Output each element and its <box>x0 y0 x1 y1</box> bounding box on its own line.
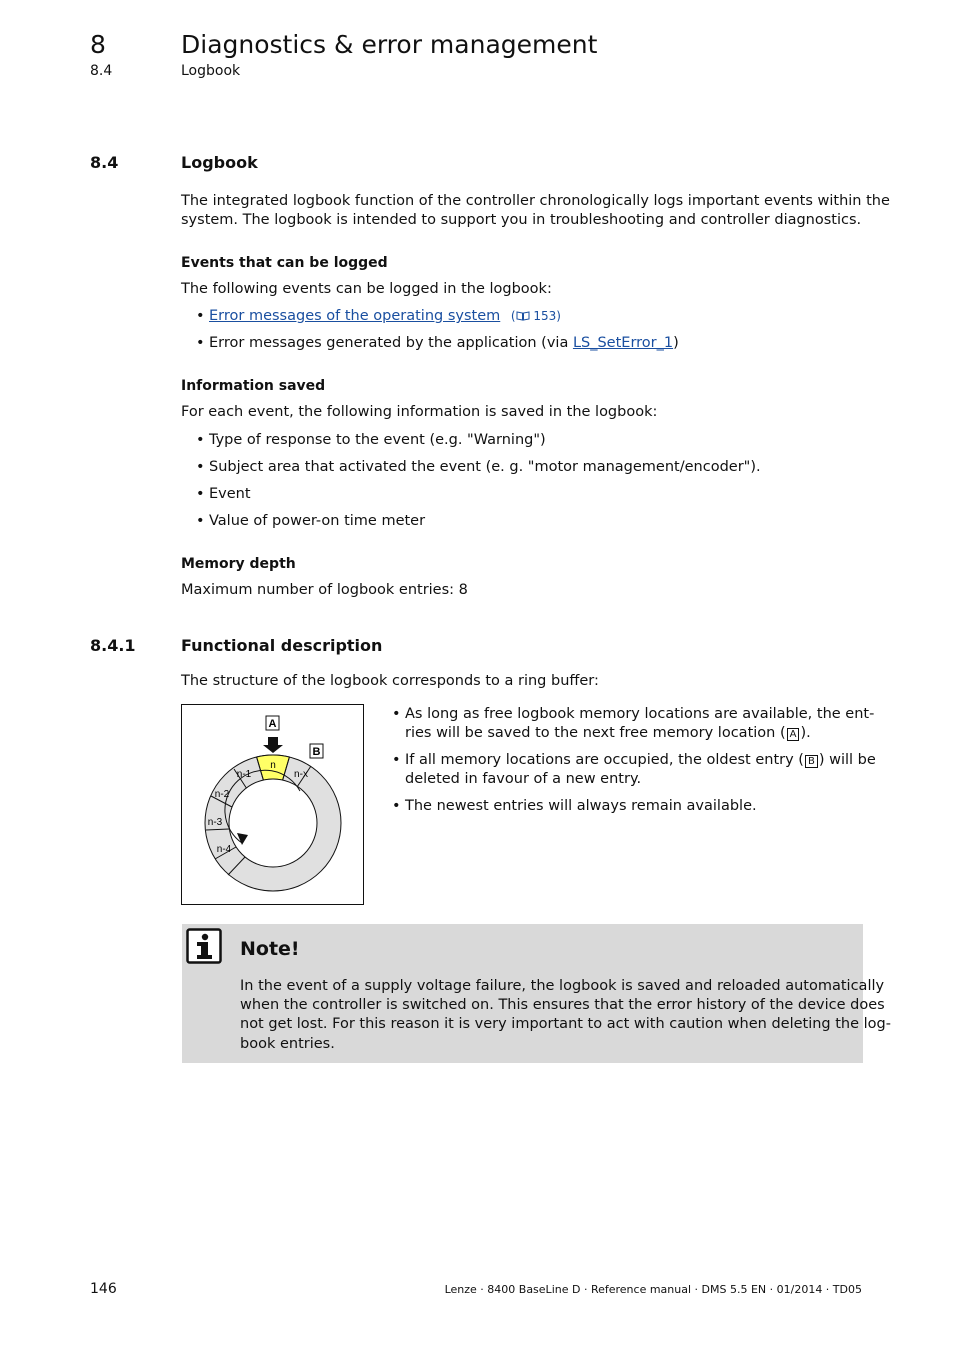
label-a: A <box>268 718 277 730</box>
info-item <box>196 458 761 478</box>
header-rule: ________________________________________________________________ <box>90 108 700 122</box>
segment-label-n-3: n-3 <box>207 817 223 828</box>
ring-inner <box>229 779 317 867</box>
memory-text: Maximum number of logbook entries: 8 <box>181 582 468 598</box>
header-section-number: 8.4 <box>90 63 113 79</box>
info-item-text: Event <box>209 486 251 502</box>
bullet-dot: • <box>196 335 205 351</box>
chapter-title: Diagnostics & error management <box>181 30 598 59</box>
functional-bullet-1-line-2-end: ). <box>800 725 811 741</box>
events-heading: Events that can be logged <box>181 255 388 271</box>
segment-label-n-2: n-2 <box>214 789 230 800</box>
bullet-dot: • <box>196 513 205 529</box>
segment-label-n-4: n-4 <box>216 844 232 855</box>
segment-label-n-1: n-1 <box>236 769 252 780</box>
intro-line-2: system. The logbook is intended to support you in troubleshooting and controller diagnostics. <box>181 212 862 228</box>
info-item <box>196 431 546 451</box>
functional-bullet-1 <box>392 705 875 725</box>
ring-buffer-figure <box>181 704 364 905</box>
segment-label-n-x: n-x <box>294 769 308 780</box>
info-item <box>196 512 426 532</box>
info-item-text: Value of power-on time meter <box>209 513 426 529</box>
note-line-1: In the event of a supply voltage failure, the logbook is saved and reloaded automatically <box>240 978 885 994</box>
note-line-4: book entries. <box>240 1036 335 1052</box>
error-messages-link[interactable]: Error messages of the operating system <box>209 308 501 324</box>
intro-line-1: The integrated logbook function of the controller chronologically logs important events within the <box>181 193 890 209</box>
page-number: 146 <box>90 1281 117 1297</box>
note-line-3: not get lost. For this reason it is very important to act with caution when deleting the log- <box>240 1016 891 1032</box>
note-line-2: when the controller is switched on. This ensures that the error history of the device does <box>240 997 885 1013</box>
functional-bullet-1-cont <box>405 724 811 744</box>
memory-heading: Memory depth <box>181 556 296 572</box>
inline-label-a: A <box>787 728 800 741</box>
chapter-number: 8 <box>90 30 106 59</box>
functional-bullet-2-line-1: If all memory locations are occupied, the oldest entry ( <box>405 752 804 768</box>
events-item-1 <box>196 307 561 327</box>
functional-bullet-2 <box>392 751 876 771</box>
info-item <box>196 485 251 505</box>
document-info: Lenze · 8400 BaseLine D · Reference manual · DMS 5.5 EN · 01/2014 · TD05 <box>444 1283 862 1296</box>
header-section-title: Logbook <box>181 63 241 79</box>
functional-bullet-2-cont <box>405 770 641 790</box>
functional-bullet-2-line-1-end: ) will be <box>818 752 876 768</box>
info-item-text: Subject area that activated the event (e. g. "motor management/encoder"). <box>209 459 761 475</box>
bullet-dot: • <box>196 308 205 324</box>
events-item-2 <box>196 334 679 354</box>
page-ref[interactable] <box>511 309 561 323</box>
functional-bullet-1-line-2: ries will be saved to the next free memory location ( <box>405 725 786 741</box>
info-item-text: Type of response to the event (e.g. "Warning") <box>209 432 546 448</box>
label-b: B <box>312 746 321 758</box>
events-item-2-prefix: Error messages generated by the application (via <box>209 335 573 351</box>
segment-label-n: n <box>270 760 276 771</box>
section-title: Logbook <box>181 153 258 172</box>
functional-bullet-1-line-1: As long as free logbook memory locations are available, the ent- <box>405 706 875 722</box>
subsection-number: 8.4.1 <box>90 636 136 655</box>
page-ref-open: ( <box>510 309 516 323</box>
events-item-2-suffix: ) <box>673 335 679 351</box>
bullet-dot: • <box>196 459 205 475</box>
info-icon <box>186 928 222 964</box>
book-icon <box>516 309 530 323</box>
functional-bullet-3 <box>392 797 757 817</box>
bullet-dot: • <box>392 706 401 722</box>
bullet-dot: • <box>196 486 205 502</box>
bullet-dot: • <box>392 752 401 768</box>
insert-arrow <box>263 737 283 753</box>
functional-bullet-2-line-2: deleted in favour of a new entry. <box>405 771 642 787</box>
ring-buffer-diagram <box>182 705 363 904</box>
info-lead: For each event, the following information is saved in the logbook: <box>181 404 658 420</box>
bullet-dot: • <box>196 432 205 448</box>
section-number: 8.4 <box>90 153 119 172</box>
inline-label-b: B <box>805 755 818 768</box>
events-lead: The following events can be logged in the logbook: <box>181 281 552 297</box>
functional-bullet-3-text: The newest entries will always remain available. <box>405 798 757 814</box>
subsection-title: Functional description <box>181 636 383 655</box>
functional-lead: The structure of the logbook corresponds to a ring buffer: <box>181 673 599 689</box>
bullet-dot: • <box>392 798 401 814</box>
info-heading: Information saved <box>181 378 326 394</box>
page-ref-number: 153) <box>533 309 561 323</box>
ls-seterror-link[interactable]: LS_SetError_1 <box>572 335 674 351</box>
note-title: Note! <box>240 938 300 960</box>
